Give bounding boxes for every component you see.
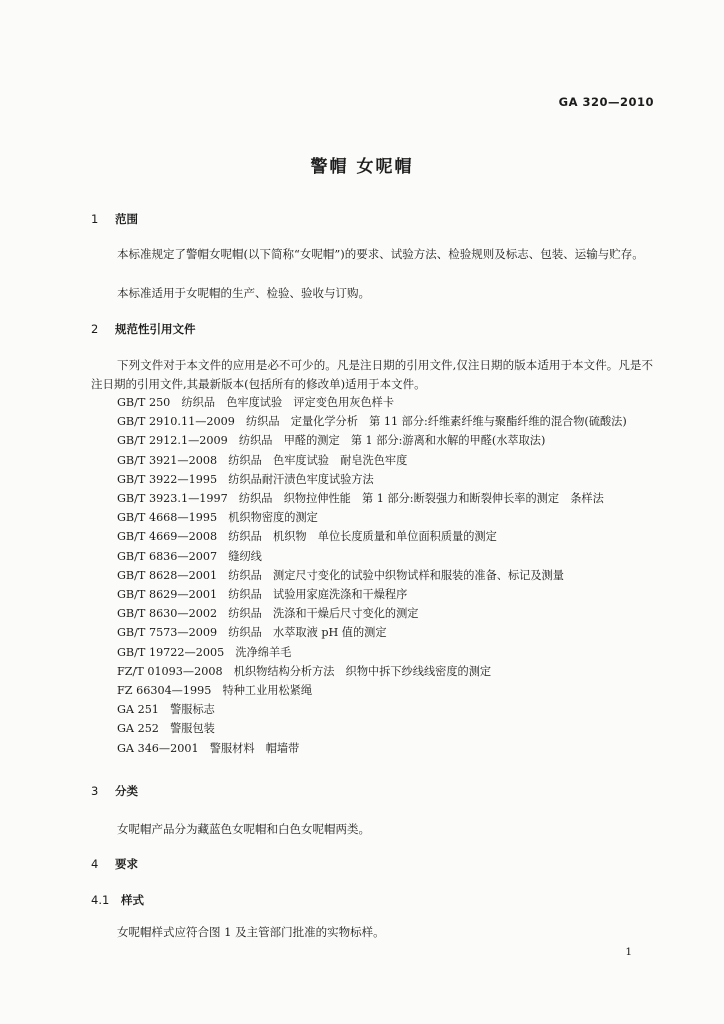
classification-paragraph: 女呢帽产品分为藏蓝色女呢帽和白色女呢帽两类。 <box>117 822 370 836</box>
scope-paragraph-1: 本标准规定了警帽女呢帽(以下简称“女呢帽”)的要求、试验方法、检验规则及标志、包装、运输与贮存。 <box>117 247 644 261</box>
page-number: 1 <box>625 946 632 958</box>
section-4-number: 4 <box>91 857 99 871</box>
reference-item: GB/T 19722—2005 洗净绵羊毛 <box>117 645 292 659</box>
section-2-number: 2 <box>91 322 99 336</box>
section-3-number: 3 <box>91 784 99 798</box>
document-title: 警帽 女呢帽 <box>310 157 414 177</box>
section-4-1-heading <box>91 892 144 908</box>
reference-item: FZ/T 01093—2008 机织物结构分析方法 织物中拆下纱线线密度的测定 <box>117 664 492 678</box>
reference-list <box>91 393 653 758</box>
reference-item: GB/T 3921—2008 纺织品 色牢度试验 耐皂洗色牢度 <box>117 453 408 467</box>
section-3-title: 分类 <box>115 784 138 798</box>
reference-item: GA 251 警服标志 <box>117 703 215 717</box>
section-2-title: 规范性引用文件 <box>115 322 196 336</box>
reference-item: GB/T 250 纺织品 色牢度试验 评定变色用灰色样卡 <box>117 396 395 409</box>
reference-item: GB/T 3922—1995 纺织品耐汗渍色牢度试验方法 <box>117 472 374 486</box>
reference-item: GB/T 3923.1—1997 纺织品 织物拉伸性能 第 1 部分:断裂强力和断裂伸长率的测定 条样法 <box>117 492 604 506</box>
reference-item: GB/T 4669—2008 纺织品 机织物 单位长度质量和单位面积质量的测定 <box>117 530 497 544</box>
section-4-heading <box>91 856 138 872</box>
reference-item: GA 252 警服包装 <box>117 722 215 736</box>
reference-item: GB/T 4668—1995 机织物密度的测定 <box>117 511 318 525</box>
reference-item: GB/T 7573—2009 纺织品 水萃取液 pH 值的测定 <box>117 626 387 640</box>
standard-code: GA 320—2010 <box>558 95 654 109</box>
reference-item: GB/T 8630—2002 纺织品 洗涤和干燥后尺寸变化的测定 <box>117 607 419 621</box>
section-1-title: 范围 <box>115 212 138 226</box>
reference-item: GB/T 8629—2001 纺织品 试验用家庭洗涤和干燥程序 <box>117 588 408 602</box>
reference-item: FZ 66304—1995 特种工业用松紧绳 <box>117 684 313 698</box>
reference-item: GA 346—2001 警服材料 帽墙带 <box>117 741 300 755</box>
reference-item: GB/T 2912.1—2009 纺织品 甲醛的测定 第 1 部分:游离和水解的甲醛(水萃取法) <box>117 434 546 448</box>
scope-paragraph-2: 本标准适用于女呢帽的生产、检验、验收与订购。 <box>117 286 370 300</box>
section-3-heading <box>91 783 138 799</box>
section-4-1-title: 样式 <box>121 893 144 907</box>
section-2-heading <box>91 321 196 337</box>
references-intro: 下列文件对于本文件的应用是必不可少的。凡是注日期的引用文件,仅注日期的版本适用于本文件。凡是不注日期的引用文件,其最新版本(包括所有的修改单)适用于本文件。 <box>91 358 653 391</box>
reference-item: GB/T 6836—2007 缝纫线 <box>117 549 262 563</box>
style-paragraph: 女呢帽样式应符合图 1 及主管部门批准的实物标样。 <box>117 925 385 939</box>
section-4-1-number: 4.1 <box>91 893 110 907</box>
section-4-title: 要求 <box>115 857 138 871</box>
reference-item: GB/T 2910.11—2009 纺织品 定量化学分析 第 11 部分:纤维素纤维与聚酯纤维的混合物(硫酸法) <box>117 415 627 429</box>
section-1-number: 1 <box>91 212 99 226</box>
reference-item: GB/T 8628—2001 纺织品 测定尺寸变化的试验中织物试样和服装的准备、标记及测量 <box>117 568 564 582</box>
section-1-heading <box>91 211 138 227</box>
